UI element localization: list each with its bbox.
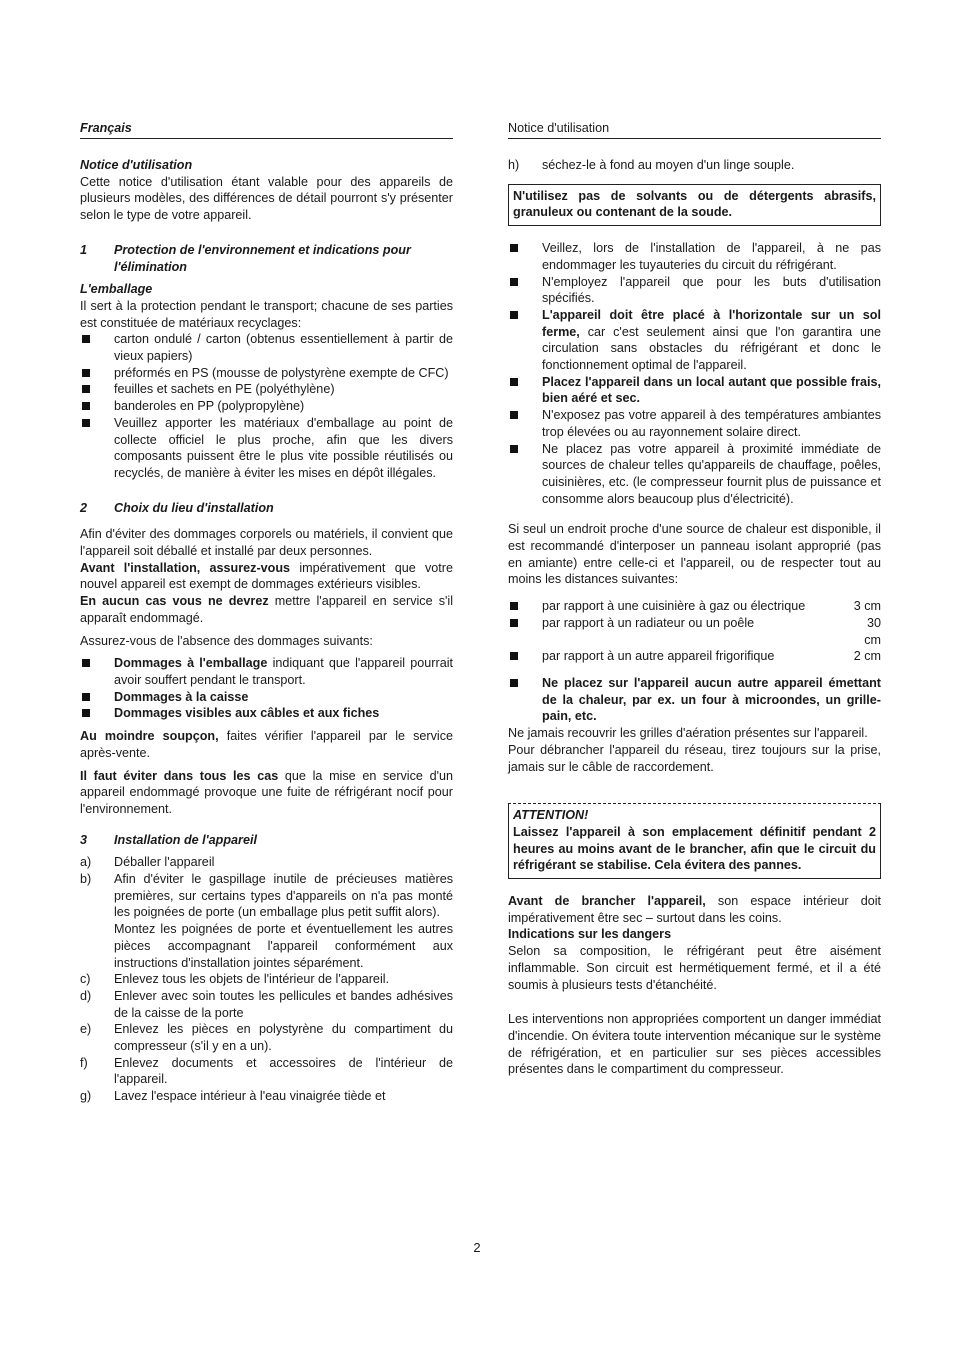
paragraph: Au moindre soupçon, faites vérifier l'appareil par le service après-vente. — [80, 729, 454, 760]
list-item: Placez l'appareil dans un local autant que possible frais, bien aéré et sec. — [508, 374, 881, 407]
bullet-icon — [508, 648, 542, 665]
bullet-icon — [508, 274, 542, 307]
step-item: Montez les poignées de porte et éventuellement les autres pièces accompagnant l'appareil conformément aux instructions d'installation jointes séparément. — [114, 922, 453, 970]
page-header: Notice d'utilisation — [508, 120, 881, 139]
list-item: Veillez, lors de l'installation de l'appareil, à ne pas endommager les tuyauteries du circuit du réfrigérant. — [508, 240, 881, 273]
step-item: a) Déballer l'appareil — [80, 855, 215, 870]
paragraph: Avant de brancher l'appareil, son espace intérieur doit impérativement être sec – surtout dans les coins. — [508, 894, 881, 925]
section-number: 1 — [80, 242, 88, 257]
paragraph: Si seul un endroit proche d'une source de chaleur est disponible, il est recommandé d'interposer un panneau isolant approprié (pas en amiante) entre celle-ci et l'appareil, ou de respecter tout au moins les distances suivantes: — [508, 522, 881, 587]
section-3-heading — [80, 832, 453, 849]
bullet-icon — [508, 307, 542, 374]
bullet-icon — [80, 705, 114, 722]
step-item: b) Afin d'éviter le gaspillage inutile de précieuses matières premières, sur certains types d'appareils on n'a pas monté les poignées de porte (un emballage plus petit suffit alors). — [80, 872, 453, 920]
bullet-icon — [80, 398, 114, 415]
step-item: e) Enlevez les pièces en polystyrène du compartiment du compresseur (s'il y en a un). — [80, 1022, 453, 1054]
distance-row: par rapport à un autre appareil frigorifique 2 cm — [508, 648, 881, 665]
language-header: Français — [80, 120, 453, 139]
list-item: Dommages à l'emballage indiquant que l'appareil pourrait avoir souffert pendant le transport. — [80, 655, 453, 688]
bullet-icon — [80, 655, 114, 688]
paragraph: Selon sa composition, le réfrigérant peut être aisément inflammable. Son circuit est hermétiquement fermé, et il a été soumis à plusieurs tests d'étanchéité. — [508, 944, 881, 992]
paragraph: Il faut éviter dans tous les cas que la mise en service d'un appareil endommagé provoque une fuite de réfrigérant nocif pour l'environnement. — [80, 768, 453, 816]
list-item: N'exposez pas votre appareil à des températures ambiantes trop élevées ou au rayonnement solaire direct. — [508, 407, 881, 440]
paragraph: Assurez-vous de l'absence des dommages suivants: — [80, 633, 373, 648]
bullet-icon — [80, 415, 114, 482]
list-item: préformés en PS (mousse de polystyrène exempte de CFC) — [80, 365, 453, 382]
list-item: Dommages à la caisse — [80, 689, 453, 706]
paragraph: En aucun cas vous ne devrez mettre l'appareil en service s'il apparaît endommagé. — [80, 594, 453, 625]
list-item: N'employez l'appareil que pour les buts d'utilisation spécifiés. — [508, 274, 881, 307]
list-item: Ne placez sur l'appareil aucun autre appareil émettant de la chaleur, par ex. un four à microondes, un grille-pain, etc. — [508, 675, 881, 725]
list-item: banderoles en PP (polypropylène) — [80, 398, 453, 415]
section-number: 3 — [80, 832, 88, 847]
distance-row: par rapport à une cuisinière à gaz ou électrique 3 cm — [508, 598, 881, 615]
paragraph: Pour débrancher l'appareil du réseau, tirez toujours sur la prise, jamais sur le câble de raccordement. — [508, 742, 881, 774]
bullet-icon — [508, 598, 542, 615]
list-item: Dommages visibles aux câbles et aux fiches — [80, 705, 453, 722]
bullet-icon — [508, 240, 542, 273]
right-column — [508, 120, 881, 1078]
bullet-icon — [508, 441, 542, 508]
list-item: L'appareil doit être placé à l'horizontale sur un sol ferme, car c'est seulement ainsi que l'on garantira une circulation sans obstacles du réfrigérant et donc le fonctionnement optimal de l'appareil. — [508, 307, 881, 374]
bullet-icon — [508, 615, 542, 648]
warning-box: N'utilisez pas de solvants ou de détergents abrasifs, granuleux ou contenant de la soude. — [508, 184, 881, 226]
section-title: Installation de l'appareil — [114, 832, 257, 847]
attention-title: ATTENTION! — [513, 808, 589, 823]
section-title: Choix du lieu d'installation — [114, 500, 274, 515]
list-item: Ne placez pas votre appareil à proximité immédiate de sources de chaleur telles qu'appareils de chauffage, poêles, cuisinières, etc. (le compresseur fournit plus de puissance et consomme alors beaucoup plus d'électricité). — [508, 441, 881, 508]
bullet-icon — [508, 374, 542, 407]
step-item: c) Enlevez tous les objets de l'intérieur de l'appareil. — [80, 972, 390, 987]
bullet-icon — [80, 381, 114, 398]
bullet-icon — [80, 331, 114, 364]
step-item: f) Enlevez documents et accessoires de l'intérieur de l'appareil. — [80, 1055, 453, 1087]
paragraph: Les interventions non appropriées comportent un danger immédiat d'incendie. On évitera toute intervention mécanique sur le système de réfrigération, et en particulier sur ses pièces accessibles présentes dans le compartiment du compresseur. — [508, 1012, 881, 1077]
packaging-text: Il sert à la protection pendant le transport; chacune de ses parties est constituée de matériaux recyclages: — [80, 298, 453, 330]
notice-text: Cette notice d'utilisation étant valable pour des appareils de plusieurs modèles, des différences de détail pourront s'y présenter selon le type de votre appareil. — [80, 174, 453, 223]
attention-text: Laissez l'appareil à son emplacement définitif pendant 2 heures au moins avant de le brancher, afin que le circuit du réfrigérant se stabilise. Cela évitera des pannes. — [513, 824, 876, 873]
step-item: g) Lavez l'espace intérieur à l'eau vinaigrée tiède et — [80, 1089, 386, 1104]
section-title: Protection de l'environnement et indications pour l'élimination — [114, 242, 411, 274]
attention-box — [508, 803, 881, 879]
list-item: feuilles et sachets en PE (polyéthylène) — [80, 381, 453, 398]
section-number: 2 — [80, 500, 88, 515]
danger-title: Indications sur les dangers — [508, 927, 672, 942]
distance-row: par rapport à un radiateur ou un poêle 30 cm — [508, 615, 881, 648]
step-item: h) séchez-le à fond au moyen d'un linge souple. — [508, 158, 795, 172]
list-item: Veuillez apporter les matériaux d'emballage au point de collecte officiel le plus proche, afin que les divers composants puissent être le plus vite possible réutilisés ou recyclés, de manière à éviter les mises en dépôt illégales. — [80, 415, 453, 482]
packaging-title: L'emballage — [80, 282, 153, 297]
left-column — [80, 120, 453, 1105]
section-2-heading — [80, 500, 453, 517]
bullet-icon — [508, 407, 542, 440]
paragraph: Avant l'installation, assurez-vous impérativement que votre nouvel appareil est exempt de dommages extérieurs visibles. — [80, 560, 453, 592]
list-item: carton ondulé / carton (obtenus essentiellement à partir de vieux papiers) — [80, 331, 453, 364]
paragraph: Afin d'éviter des dommages corporels ou matériels, il convient que l'appareil soit déballé et installé par deux personnes. — [80, 527, 453, 559]
paragraph: Ne jamais recouvrir les grilles d'aération présentes sur l'appareil. — [508, 726, 868, 741]
page-number: 2 — [473, 1240, 481, 1255]
bullet-icon — [508, 675, 542, 725]
bullet-icon — [80, 689, 114, 706]
bullet-icon — [80, 365, 114, 382]
step-item: d) Enlever avec soin toutes les pellicules et bandes adhésives de la caisse de la porte — [80, 988, 453, 1020]
notice-title: Notice d'utilisation — [80, 158, 193, 172]
section-1-heading — [80, 242, 453, 275]
